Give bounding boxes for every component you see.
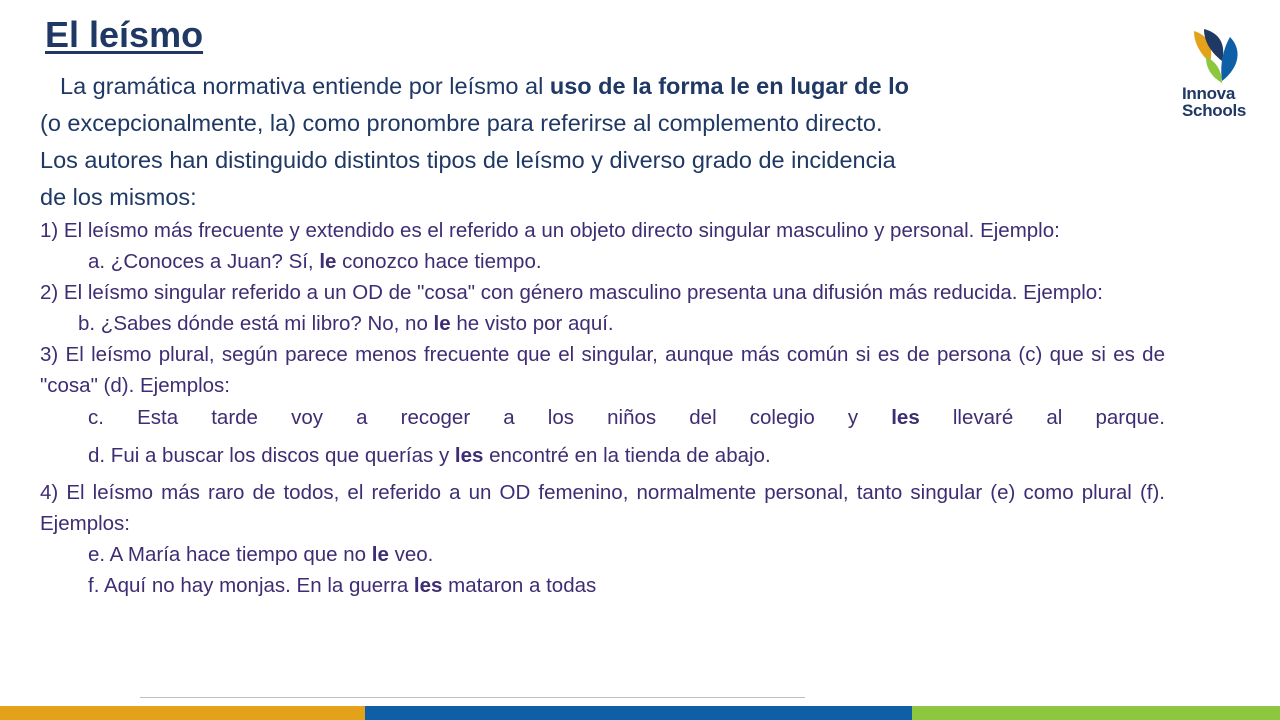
intro-line-3: Los autores han distinguido distintos tipos de leísmo y diverso grado de incidencia bbox=[40, 147, 896, 173]
example-d-pronoun: les bbox=[454, 444, 484, 467]
example-e-text: e. A María hace tiempo que no bbox=[88, 543, 372, 566]
example-a bbox=[40, 246, 1165, 277]
divider-line bbox=[140, 697, 805, 698]
type-2-paragraph: 2) El leísmo singular referido a un OD de "cosa" con género masculino presenta una difusión más reducida. Ejemplo: bbox=[40, 281, 1103, 304]
example-c-pronoun: les bbox=[891, 406, 920, 429]
logo-line-1: Innova bbox=[1182, 84, 1235, 103]
example-f-rest: mataron a todas bbox=[442, 574, 597, 597]
footer-orange-segment bbox=[0, 706, 365, 720]
intro-line-1 bbox=[40, 68, 1165, 105]
example-b-pronoun: le bbox=[433, 312, 451, 335]
footer-color-bar bbox=[0, 706, 1280, 720]
example-e-rest: veo. bbox=[388, 543, 434, 566]
example-c-rest: llevaré al parque. bbox=[919, 406, 1165, 429]
example-d-rest: encontré en la tienda de abajo. bbox=[483, 444, 771, 467]
example-b-rest: he visto por aquí. bbox=[450, 312, 614, 335]
example-d bbox=[40, 435, 1165, 477]
type-1-paragraph: 1) El leísmo más frecuente y extendido es el referido a un objeto directo singular masculino y personal. Ejemplo: bbox=[40, 219, 1060, 242]
footer-green-segment bbox=[912, 706, 1280, 720]
example-a-text: a. ¿Conoces a Juan? Sí, bbox=[88, 250, 320, 273]
example-b-text: b. ¿Sabes dónde está mi libro? No, no bbox=[78, 312, 434, 335]
intro-line-1-text: La gramática normativa entiende por leísmo al bbox=[60, 73, 550, 99]
example-c-text: c. Esta tarde voy a recoger a los niños del colegio y bbox=[88, 406, 892, 429]
leismo-types-list bbox=[40, 215, 1165, 601]
example-a-rest: conozco hace tiempo. bbox=[336, 250, 542, 273]
example-f-pronoun: les bbox=[413, 574, 443, 597]
example-d-text: d. Fui a buscar los discos que querías y bbox=[88, 444, 455, 467]
example-f bbox=[40, 570, 1165, 601]
intro-line-2: (o excepcionalmente, la) como pronombre para referirse al complemento directo. bbox=[40, 110, 883, 136]
type-4-paragraph: 4) El leísmo más raro de todos, el referido a un OD femenino, normalmente personal, tanto singular (e) como plural (f). Ejemplos: bbox=[40, 481, 1165, 535]
footer-blue-segment bbox=[365, 706, 912, 720]
example-f-text: f. Aquí no hay monjas. En la guerra bbox=[88, 574, 414, 597]
intro-line-4: de los mismos: bbox=[40, 184, 197, 210]
example-b bbox=[40, 308, 1165, 339]
example-e bbox=[40, 539, 1165, 570]
innova-schools-logo bbox=[1178, 27, 1264, 131]
logo-line-2: Schools bbox=[1182, 101, 1247, 120]
type-3-paragraph: 3) El leísmo plural, según parece menos frecuente que el singular, aunque más común si es de persona (c) que si es de "cosa" (d). Ejemplos: bbox=[40, 343, 1165, 397]
example-a-pronoun: le bbox=[319, 250, 337, 273]
example-c bbox=[40, 401, 1165, 435]
intro-paragraph bbox=[40, 68, 1165, 216]
example-e-pronoun: le bbox=[371, 543, 389, 566]
logo-leaf-icon bbox=[1186, 27, 1256, 87]
page-title: El leísmo bbox=[45, 14, 204, 55]
intro-line-1-bold: uso de la forma le en lugar de lo bbox=[549, 73, 909, 99]
